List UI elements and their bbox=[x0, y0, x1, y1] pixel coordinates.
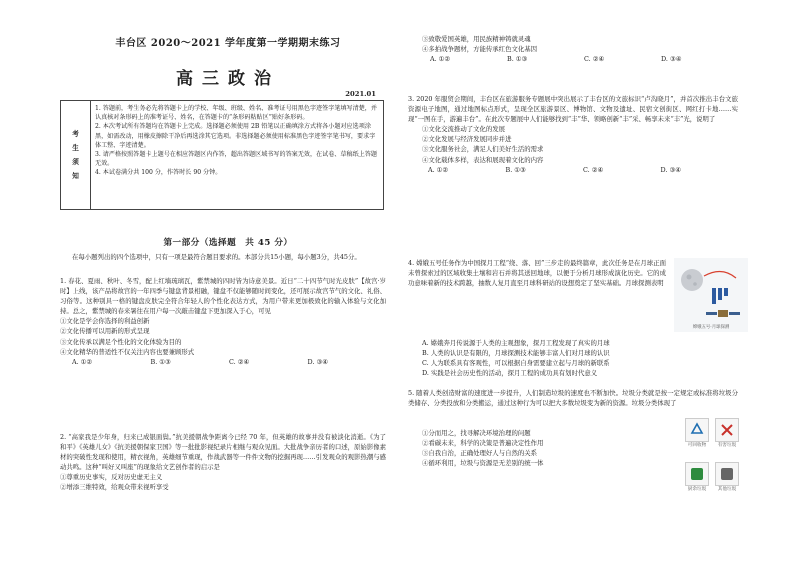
q1-option: ④文化精华的普适性不仅关注内容也要兼顾形式 bbox=[60, 347, 195, 356]
bin-kitchen bbox=[684, 462, 710, 492]
bin-other bbox=[714, 462, 740, 492]
q1-stem: 1. 春花、夏雨、秋叶、冬雪，配上红墙琉璃瓦，紫禁城的四时皆为诗意美景。近日“二十四节气时光皮肤”【故宫·岁时】上线，该产品将故宫的一年四季与键盘背景相融，键盘不仅能够随时间变化，还可展示故宫节气的文化、礼俗、习俗等。这种别具一格的键盘皮肤完全符合年轻人的个性化表达方式，为用户带来更加极致化的输入体验与文化加持。总之，紫禁城的春来暑往在用户每一次敲击键盘下更加深入于心，可见 bbox=[60, 277, 386, 316]
question-4 bbox=[408, 258, 666, 288]
choice-d[interactable]: D. ③④ bbox=[307, 357, 328, 366]
image-caption: 嫦娥五号·月球探测 bbox=[692, 325, 730, 330]
kitchen-waste-icon bbox=[685, 462, 709, 486]
choice-b[interactable]: B. ①③ bbox=[150, 357, 171, 366]
part1-instruction: 在每小题列出的四个选项中，只有一项是最符合题目要求的。本部分共15小题，每小题3分，共45分。 bbox=[72, 253, 361, 261]
notice-item: 3. 请严格按照答题卡上题号在相应答题区内作答，超出答题区域书写的答案无效，在试卷、草稿纸上答题无效。 bbox=[95, 151, 377, 168]
choice-a[interactable]: A. ①② bbox=[430, 55, 451, 64]
notice-label bbox=[61, 101, 91, 209]
choice-a[interactable]: A. ①② bbox=[72, 357, 93, 366]
notice-label-char: 须 bbox=[72, 158, 79, 166]
probe-marker bbox=[712, 288, 716, 304]
q3-option: ④文化载体多样，表达和展现着文化的内容 bbox=[422, 155, 544, 164]
choice-c[interactable]: C. ②④ bbox=[583, 165, 604, 174]
q1-option: ③文化传承以满足个性化的文化体验为目的 bbox=[60, 337, 182, 346]
q4-stem: 4. 嫦娥五号任务作为中国探月工程“绕、落、回”三步走的最终篇章，此次任务是在月球正面未曾探索过的区域收集土壤和岩石并将其送回地球，以便于分析月球形成演化历史。它的成功意味着新的技术跨越，抽数人复月直至月球科研站的设想奠定了坚实基础。月球探测表明 bbox=[408, 259, 666, 288]
probe-marker bbox=[724, 288, 728, 296]
question-2-continued bbox=[422, 34, 738, 64]
recycle-icon bbox=[685, 418, 709, 442]
q1-option: ②文化传播可以用新的形式呈现 bbox=[60, 327, 150, 336]
notice-label-char: 生 bbox=[72, 144, 79, 152]
choice-d[interactable]: D. ③④ bbox=[660, 165, 681, 174]
bin-hazardous bbox=[714, 418, 740, 448]
part1-title: 第一部分（选择题 共 45 分） bbox=[163, 238, 293, 248]
choice-c[interactable]: C. ②④ bbox=[584, 55, 605, 64]
question-5-options bbox=[422, 428, 684, 468]
exam-title: 丰台区 2020～2021 学年度第一学期期末练习 bbox=[115, 38, 341, 49]
q2-choices bbox=[422, 54, 738, 64]
notice-item: 4. 本试卷满分共 100 分，作答时长 90 分钟。 bbox=[95, 169, 222, 177]
q4-option-b[interactable]: B. 人类的认识是有限的，月球探测技术能够丰富人们对月球的认识 bbox=[422, 349, 610, 358]
q3-option: ②文化发展与经济发展同步并进 bbox=[422, 135, 512, 144]
choice-b[interactable]: B. ①③ bbox=[505, 165, 526, 174]
waste-bins bbox=[684, 418, 742, 506]
bin-label: 有害垃圾 bbox=[717, 443, 737, 448]
notice-item: 2. 本次考试所有答题均在答题卡上完成。选择题必须使用 2B 铅笔以正确填涂方式将各小题对应选项涂黑，如需改动，用橡皮擦除干净后再选涂其它选项。非选择题必须使用标准黑色字迹签字笔书写，要求字体工整、字迹清楚。 bbox=[95, 123, 376, 149]
q4-option-c[interactable]: C. 人为联系具有客观性，可以根据自身需要建立起与月球的新联系 bbox=[422, 359, 610, 368]
moon-crater bbox=[687, 275, 692, 280]
bin-label: 其他垃圾 bbox=[717, 487, 737, 492]
probe-marker bbox=[718, 288, 722, 300]
question-2 bbox=[60, 432, 386, 493]
question-5 bbox=[408, 388, 738, 408]
hazard-icon bbox=[715, 418, 739, 442]
q2-option: ②增添三维特效，给观众带来视听享受 bbox=[60, 483, 169, 492]
q5-option: ④循环利用，垃圾与资源是无差别的统一体 bbox=[422, 459, 544, 468]
bin-label: 厨余垃圾 bbox=[687, 487, 707, 492]
q5-option: ①分而用之，找寻解决环境治理的问题 bbox=[422, 429, 531, 437]
q3-option: ①文化交流推动了文化的发展 bbox=[422, 125, 506, 134]
question-1 bbox=[60, 276, 386, 367]
image-background bbox=[674, 258, 748, 332]
q2-option: ④多拍战争题材，方能传承红色文化基因 bbox=[422, 45, 538, 54]
question-3 bbox=[408, 94, 738, 175]
notice-label-char: 考 bbox=[72, 130, 79, 138]
q2-option: ①尊重历史事实，反对历史虚无主义 bbox=[60, 473, 163, 482]
q5-option: ②看碳未来，科学的决策是普遍决定性作用 bbox=[422, 439, 544, 448]
other-waste-icon bbox=[715, 462, 739, 486]
q1-choices bbox=[60, 357, 386, 367]
choice-d[interactable]: D. ③④ bbox=[661, 55, 682, 64]
subject-title: 高三政治 bbox=[176, 69, 280, 89]
q5-stem: 5. 随着人类创造财富的速度进一步提升，人们制造垃圾的速度也不断加快。垃圾分类就是按一定规定或标准将垃圾分类储存、分类投放和分类搬运，通过这种行为可以把大多数垃圾变为新的资源。垃圾分类体现了 bbox=[408, 389, 738, 408]
choice-c[interactable]: C. ②④ bbox=[229, 357, 250, 366]
q3-option: ③文化服务社会，满足人们美好生活的需求 bbox=[422, 145, 544, 154]
q4-option-d[interactable]: D. 实践是社会历史性的活动，探月工程的成功具有划时代意义 bbox=[422, 369, 598, 378]
left-column bbox=[58, 0, 398, 561]
choice-b[interactable]: B. ①③ bbox=[507, 55, 528, 64]
lunar-probe-image bbox=[674, 258, 748, 332]
q5-option: ③自我自治，正确处理好人与自然的关系 bbox=[422, 449, 538, 458]
moon-crater bbox=[693, 282, 697, 286]
q3-choices bbox=[408, 165, 738, 175]
bin-label: 可回收物 bbox=[687, 443, 707, 448]
choice-a[interactable]: A. ①② bbox=[428, 165, 449, 174]
q1-option: ①文化是学会你选择的利益创新 bbox=[60, 317, 150, 326]
question-4-options bbox=[422, 338, 738, 378]
exam-date: 2021.01 bbox=[345, 90, 376, 98]
bin-recyclable bbox=[684, 418, 710, 448]
notice-item: 1. 答题前，考生务必先将答题卡上的学校、年级、班级、姓名、准考证号用黑色字迹签字笔填写清楚，并认真核对条形码上的准考证号、姓名，在答题卡的“条形码粘贴区”贴好条形码。 bbox=[95, 105, 377, 122]
notice-box bbox=[60, 100, 384, 210]
q4-option-a[interactable]: A. 嫦娥奔月传说源于人类的主观想象，探月工程发现了真实的月球 bbox=[422, 339, 610, 347]
notice-items bbox=[91, 101, 383, 209]
q3-stem: 3. 2020 年服贸会期间，丰台区在旅游服务专题展中突出展示了丰台区的文旅标识“卢沟晓月”，并首次推出丰台文旅资源电子地图，通过地图标点形式，呈现全区旅游景区、博物馆、文物及遗址、民宿文创街区、网红打卡地……实现“一图在手，游遍丰台”。在此次专题展中人们能够找到“丰”华、领略创新“丰”采、畅享未来“丰”光，说明了 bbox=[408, 95, 738, 124]
moon-icon bbox=[681, 269, 703, 291]
notice-label-char: 知 bbox=[72, 172, 79, 180]
q2-option: ③致敬爱国英雄，用民族精神铸就灵魂 bbox=[422, 35, 531, 43]
q2-stem: 2. “高家我是少年身，归来已成银面鬓。”抗美援朝战争距离今已经 70 年，但英雄的故事并没有被淡化消逝。《为了和平》《英雄儿女》《抗美援朝保家卫国》等一批批影视纪录片相继与观众见面。大批战争亲历者的口述，原始影像素材的突破性发现和使用，精衣视角，英雄细节重现，作战武器等一件件文物的挖掘再现……引发观众的观影热潮与感动共鸣。这种“叫好又叫座”的现象给文艺创作者的启示是 bbox=[60, 433, 386, 472]
